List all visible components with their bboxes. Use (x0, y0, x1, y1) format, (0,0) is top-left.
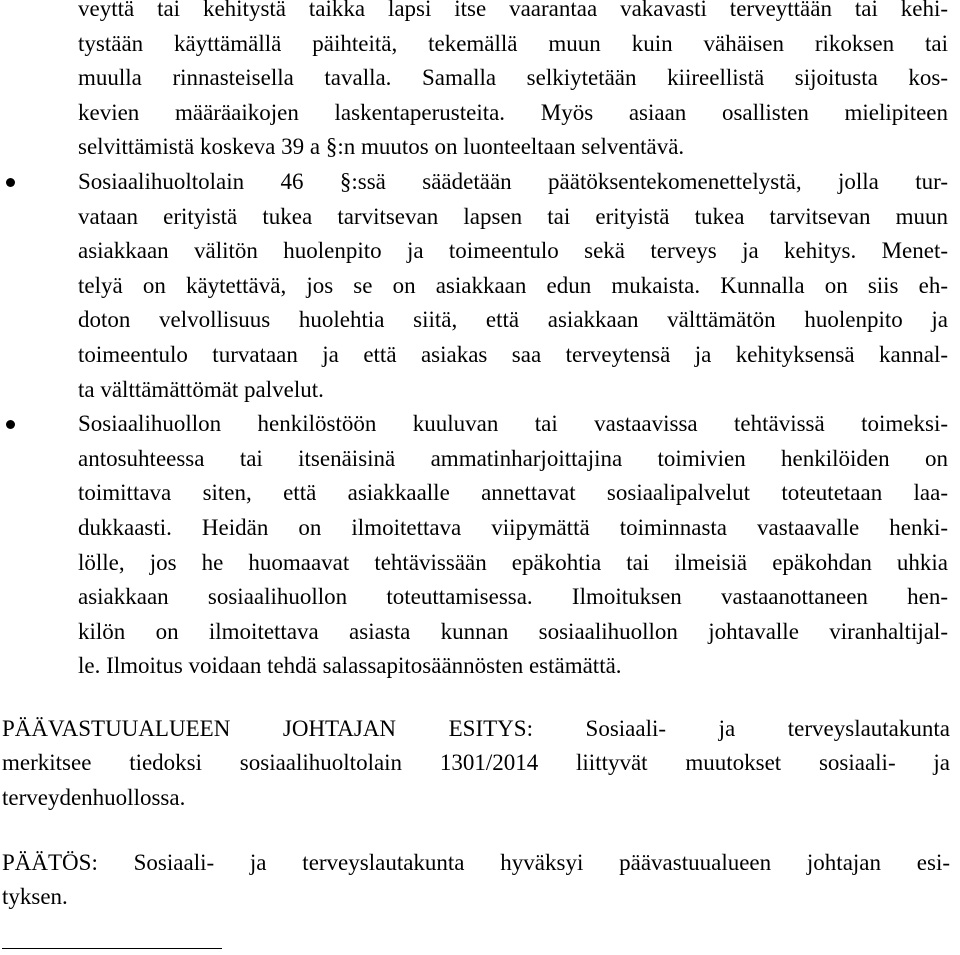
text-line: asiakkaan sosiaalihuollon toteuttamisessa. Ilmoituksen vastaanottaneen hen- (78, 584, 948, 610)
text-line: dukkaasti. Heidän on ilmoitettava viipymättä toiminnasta vastaavalle henki- (78, 514, 948, 540)
text-line: selvittämistä koskeva 39 a §:n muutos on luonteeltaan selventävä. (78, 134, 685, 160)
text-line: kilön on ilmoitettava asiasta kunnan sosiaalihuollon johtavalle viranhaltijal- (78, 618, 948, 644)
bullet-item-staff-notification (78, 407, 948, 684)
text-line: Sosiaalihuollon henkilöstöön kuuluvan tai vastaavissa tehtävissä toimeksi- (78, 411, 948, 437)
text-line: tystään käyttämällä päihteitä, tekemällä muun kuin vähäisen rikoksen tai (78, 30, 948, 56)
text-line: PÄÄVASTUUALUEEN JOHTAJAN ESITYS: Sosiaali- ja terveyslautakunta (2, 715, 950, 741)
bullet-icon (4, 165, 16, 200)
text-line: tyksen. (2, 884, 68, 910)
text-line: vataan erityistä tukea tarvitsevan lapsen tai erityistä tukea tarvitsevan muun (78, 203, 948, 229)
text-line: ta välttämättömät palvelut. (78, 376, 324, 402)
spacer (0, 684, 960, 712)
bullet-icon (4, 407, 16, 442)
text-line: veyttä tai kehitystä taikka lapsi itse vaarantaa vakavasti terveyttään tai kehi- (78, 0, 948, 21)
text-line: kevien määräaikojen laskentaperusteita. Myös asiaan osallisten mielipiteen (78, 99, 948, 125)
proposal-paragraph (2, 712, 950, 816)
text-line: merkitsee tiedoksi sosiaalihuoltolain 1301/2014 liittyvät muutokset sosiaali- ja (2, 750, 950, 776)
text-line: asiakkaan välitön huolenpito ja toimeentulo sekä terveys ja kehitys. Menet- (78, 238, 948, 264)
text-line: lölle, jos he huomaavat tehtävissään epäkohtia tai ilmeisiä epäkohdan uhkia (78, 549, 948, 575)
text-line: muulla rinnasteisella tavalla. Samalla selkiytetään kiireellistä sijoitusta kos- (78, 65, 948, 91)
text-line: Sosiaalihuoltolain 46 §:ssä säädetään päätöksentekomenettelystä, jolla tur- (78, 168, 948, 194)
bullet-continuation (78, 0, 948, 165)
text-line: toimittava siten, että asiakkaalle annettavat sosiaalipalvelut toteutetaan laa- (78, 480, 948, 506)
decision-paragraph (2, 846, 950, 915)
text-line: terveydenhuollossa. (2, 785, 186, 811)
bullet-item-social-welfare-act (78, 165, 948, 407)
text-line: toimeentulo turvataan ja että asiakas saa terveytensä ja kehityksensä kannal- (78, 341, 948, 367)
text-line: doton velvollisuus huolehtia siitä, että asiakkaan välttämätön huolenpito ja (78, 307, 948, 333)
text-line: le. Ilmoitus voidaan tehdä salassapitosäännösten estämättä. (78, 653, 622, 679)
text-line: PÄÄTÖS: Sosiaali- ja terveyslautakunta hyväksyi päävastuualueen johtajan esi- (2, 849, 950, 875)
spacer (0, 816, 960, 846)
footnote-divider (2, 948, 222, 949)
text-line: antosuhteessa tai itsenäisinä ammatinharjoittajina toimivien henkilöiden on (78, 445, 948, 471)
text-line: telyä on käytettävä, jos se on asiakkaan edun mukaista. Kunnalla on siis eh- (78, 272, 948, 298)
